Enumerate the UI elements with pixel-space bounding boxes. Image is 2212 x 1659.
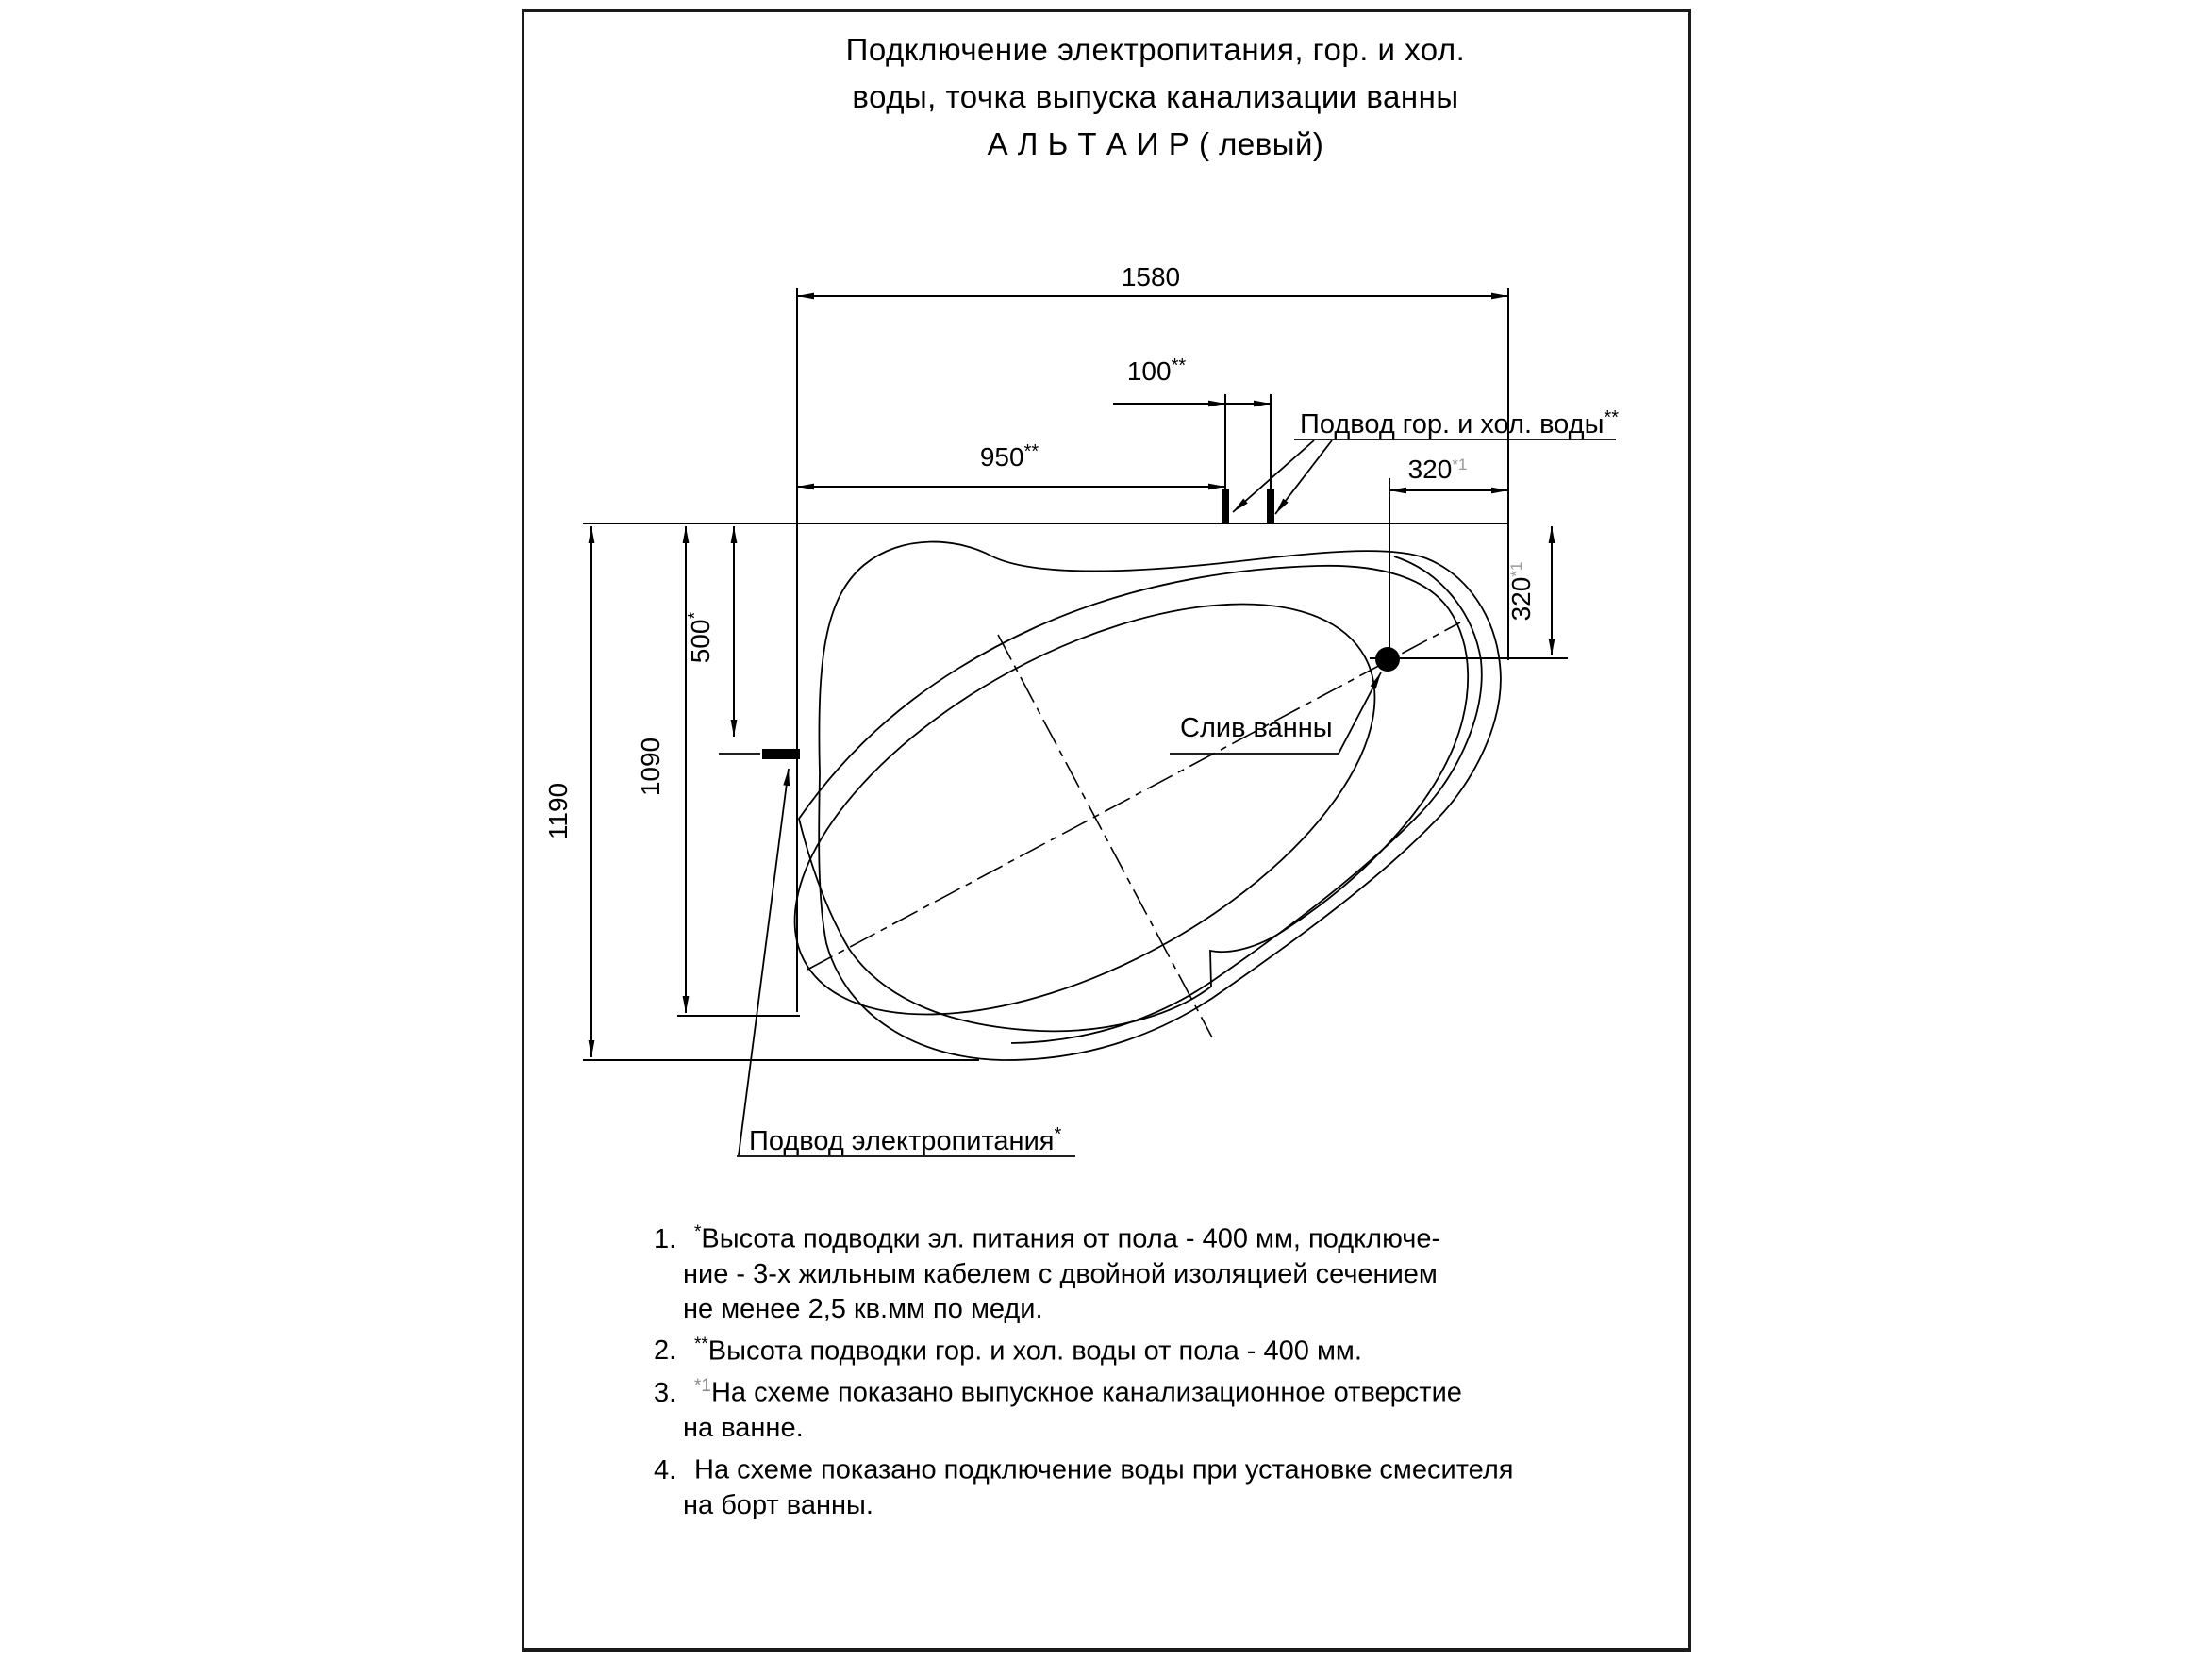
dim-text-1090 bbox=[636, 738, 665, 796]
dim-320v-marker: *1 bbox=[1507, 561, 1525, 577]
title-line-3: А Л Ь Т А И Р ( левый) bbox=[987, 126, 1324, 161]
note-4-line-1 bbox=[654, 1446, 1654, 1488]
tub-basin bbox=[730, 520, 1439, 1099]
note-1-marker: * bbox=[694, 1222, 702, 1242]
center-lines bbox=[807, 622, 1460, 1037]
drain-label bbox=[1180, 713, 1333, 743]
dim-text-1580 bbox=[1122, 262, 1180, 291]
dim-text-320-vertical bbox=[1506, 562, 1536, 622]
dim-text-500 bbox=[685, 612, 715, 664]
dim-500-value: 500 bbox=[686, 619, 715, 664]
basin-minor-axis bbox=[998, 635, 1212, 1037]
dim-text-320-horizontal bbox=[1408, 455, 1468, 484]
tub-inner-rim bbox=[799, 566, 1468, 1032]
dim-320h-value: 320 bbox=[1407, 455, 1453, 484]
note-1-line-3: не менее 2,5 кв.мм по меди. bbox=[683, 1293, 1043, 1324]
dim-950-marker: ** bbox=[1023, 441, 1039, 462]
dim-500-marker: * bbox=[685, 611, 706, 620]
leader-lines bbox=[719, 440, 1616, 1156]
dim-1190-value: 1190 bbox=[543, 782, 573, 840]
dim-950-value: 950 bbox=[979, 442, 1024, 472]
note-2-line-1 bbox=[654, 1327, 1654, 1369]
title-line-2: воды, точка выпуска канализации ванны bbox=[852, 79, 1459, 114]
dim-1090-value: 1090 bbox=[636, 737, 665, 797]
dim-100-marker: ** bbox=[1171, 356, 1187, 376]
power-supply-label-text: Подвод электропитания bbox=[749, 1126, 1055, 1156]
notes-block bbox=[654, 1215, 1654, 1523]
note-1-number: 1. bbox=[654, 1223, 677, 1254]
note-2-marker: ** bbox=[694, 1334, 708, 1354]
water-supply-label bbox=[1300, 407, 1619, 440]
water-leader-2 bbox=[1275, 440, 1332, 514]
power-supply-label bbox=[749, 1124, 1061, 1156]
tub-rim-inner-lip bbox=[1011, 556, 1482, 1043]
dim-text-950 bbox=[980, 441, 1039, 472]
note-3-marker: *1 bbox=[694, 1376, 711, 1397]
note-4-text: На схеме показано подключение воды при установке смесителя bbox=[694, 1454, 1514, 1485]
drain-label-text: Слив ванны bbox=[1180, 713, 1333, 743]
dim-320h-marker: *1 bbox=[1452, 456, 1468, 473]
tub-outer-rim bbox=[819, 542, 1501, 1060]
water-supply-label-text: Подвод гор. и хол. воды bbox=[1300, 409, 1605, 440]
note-2-text: Высота подводки гор. и хол. воды от пола - 400 мм. bbox=[707, 1335, 1362, 1367]
note-2-number: 2. bbox=[654, 1335, 677, 1367]
note-1-line-1 bbox=[654, 1215, 1654, 1257]
cold-water-point-mark bbox=[1267, 489, 1274, 523]
note-4-line-2: на борт ванны. bbox=[683, 1489, 873, 1520]
note-3-line-2: на ванне. bbox=[683, 1412, 804, 1443]
dim-text-1190 bbox=[543, 783, 573, 839]
power-supply-label-marker: * bbox=[1054, 1124, 1062, 1145]
dim-320v-value: 320 bbox=[1506, 576, 1536, 622]
extension-lines bbox=[583, 288, 1568, 1060]
power-point-mark bbox=[762, 749, 800, 759]
water-supply-label-marker: ** bbox=[1604, 407, 1619, 428]
dim-1580-value: 1580 bbox=[1121, 262, 1181, 291]
drain-hole-mark bbox=[1375, 647, 1400, 672]
dim-text-100 bbox=[1127, 356, 1187, 386]
dim-100-value: 100 bbox=[1126, 357, 1172, 386]
power-leader bbox=[739, 769, 789, 1155]
note-1-line-2: ние - 3-х жильным кабелем с двойной изоляцией сечением bbox=[683, 1258, 1438, 1289]
hot-water-point-mark bbox=[1222, 489, 1229, 523]
note-1-text: Высота подводки эл. питания от пола - 400 мм, подключе- bbox=[701, 1223, 1441, 1254]
title-line-1: Подключение электропитания, гор. и хол. bbox=[845, 32, 1466, 67]
note-4-number: 4. bbox=[654, 1454, 677, 1485]
note-3-line-1 bbox=[654, 1369, 1654, 1411]
note-3-text: На схеме показано выпускное канализационное отверстие bbox=[710, 1377, 1462, 1408]
note-3-number: 3. bbox=[654, 1377, 677, 1408]
basin-major-axis bbox=[807, 622, 1460, 970]
tub-outline bbox=[730, 520, 1501, 1099]
